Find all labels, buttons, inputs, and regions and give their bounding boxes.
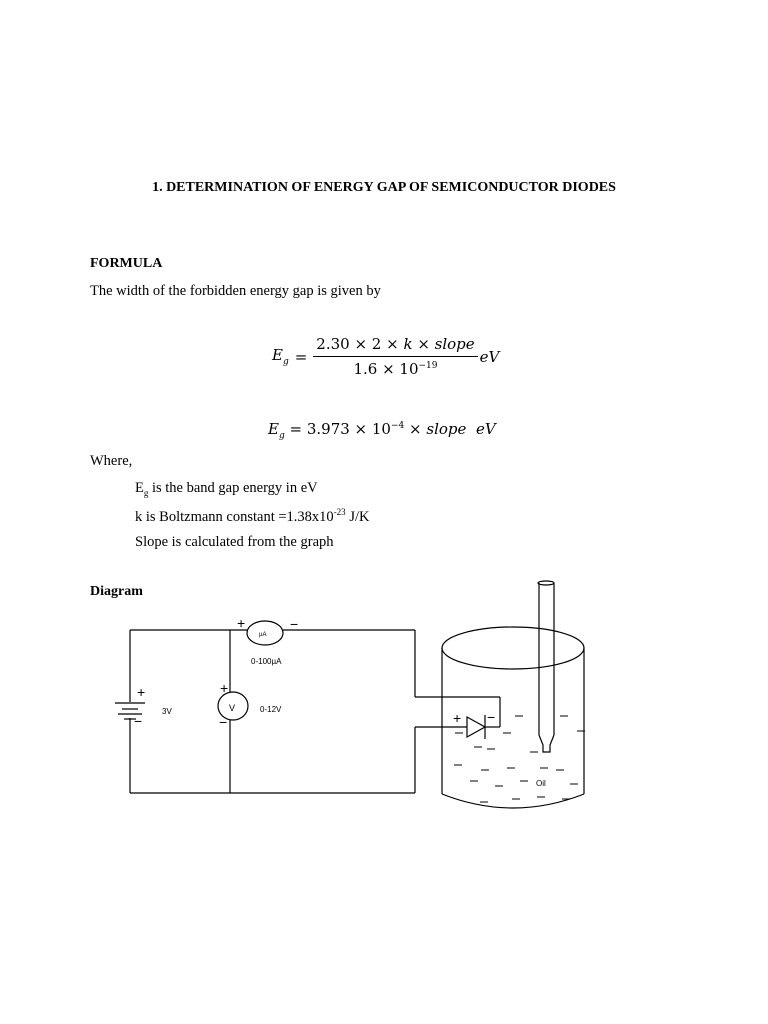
ammeter-minus-sign: − <box>290 616 299 632</box>
diode-plus-sign: + <box>453 710 462 726</box>
where-label: Where, <box>90 453 133 469</box>
battery-plus-sign: + <box>137 684 146 700</box>
definition-boltzmann: k is Boltzmann constant $=1.38x10^{-23}$ J/K <box>135 507 370 525</box>
voltmeter-plus-sign: + <box>220 680 229 696</box>
formula-heading: FORMULA <box>90 256 163 271</box>
voltmeter-range: 0-12V <box>260 705 282 714</box>
page-title: 1. DETERMINATION OF ENERGY GAP OF SEMICONDUCTOR DIODES <box>152 180 616 195</box>
battery-label: 3V <box>162 707 172 716</box>
eq1-unit: eV <box>479 347 500 366</box>
ammeter-range: 0-100µA <box>251 657 282 666</box>
eq1-lhs: $E_g$ <box>272 346 289 367</box>
diagram-heading: Diagram <box>90 584 143 599</box>
definition-band-gap: $E_g$ is the band gap energy in eV <box>135 480 318 498</box>
eq1-numerator: 2.30 × 2 × k × slope <box>313 335 477 357</box>
voltmeter-label: V <box>229 703 236 713</box>
eq1-equals: = <box>294 347 308 366</box>
battery-minus-sign: − <box>134 713 143 729</box>
ammeter-label: µA <box>259 632 267 638</box>
eq1-denominator: $1.6 \times 10^{-19}$ <box>353 360 438 378</box>
equation-energy-gap-simplified: $E_g = 3.973 \times 10^{-4}$ × slope eV <box>268 420 496 441</box>
formula-intro: The width of the forbidden energy gap is given by <box>90 283 381 299</box>
ammeter-plus-sign: + <box>237 615 246 631</box>
voltmeter-minus-sign: − <box>219 714 228 730</box>
oil-label: Oil <box>536 779 546 788</box>
diode-minus-sign: − <box>487 709 496 725</box>
definition-slope: Slope is calculated from the graph <box>135 534 334 550</box>
